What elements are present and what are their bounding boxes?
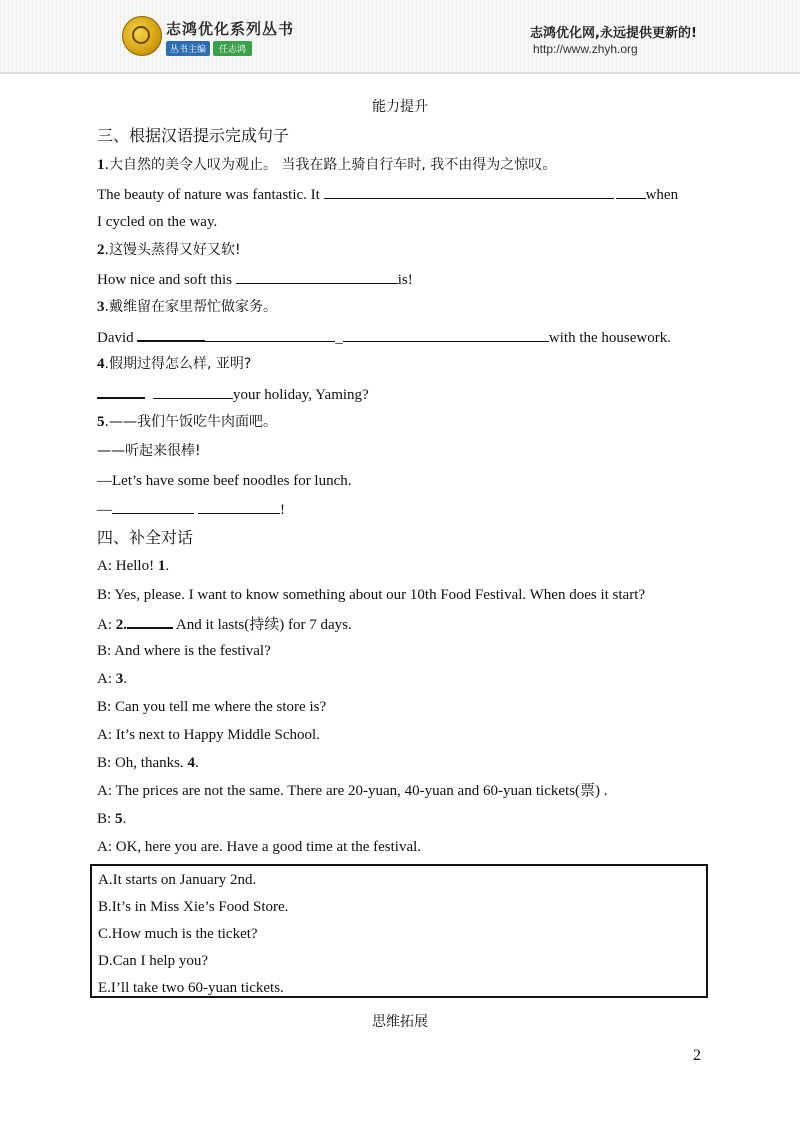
question-5-blank-1 — [112, 499, 194, 514]
option-d: D.Can I help you? — [98, 953, 208, 969]
page-header — [0, 0, 800, 72]
question-3-blank-2 — [205, 327, 335, 342]
dialogue-text: Can you tell me where the store is? — [114, 699, 327, 715]
dialogue-speaker: A: — [97, 839, 116, 855]
dialogue-line — [97, 697, 326, 717]
question-5-chinese — [97, 412, 277, 432]
dialogue-text-end: . — [122, 811, 127, 827]
brand-editor — [166, 41, 252, 56]
dialogue-text-end: . — [194, 755, 199, 771]
question-2-en-start: How nice and soft this — [97, 272, 236, 288]
question-1-blank — [324, 184, 614, 199]
question-3-en-sep: _ — [335, 330, 343, 346]
dialogue-speaker: A: — [97, 558, 116, 574]
question-5-number: 5 — [97, 414, 105, 430]
dialogue-blank-number: 4 — [187, 755, 195, 771]
question-4-cn-text: .假期过得怎么样, 亚明? — [104, 356, 252, 372]
dialogue-text: And where is the festival? — [114, 643, 271, 659]
dialogue-text: OK, here you are. Have a good time at the festival. — [115, 839, 422, 855]
question-4-en-end: your holiday, Yaming? — [233, 387, 369, 403]
question-5-en-dash: — — [97, 502, 112, 518]
question-3-cn-text: .戴维留在家里帮忙做家务。 — [104, 299, 277, 315]
dialogue-line — [97, 613, 352, 635]
dialogue-speaker: B: — [97, 755, 115, 771]
answer-options-box — [90, 864, 708, 998]
question-5-chinese-reply — [97, 441, 201, 461]
question-5-cn-reply-text: ——听起来很棒! — [97, 443, 201, 459]
dialogue-blank-number: 3 — [115, 671, 124, 687]
option-c: C.How much is the ticket? — [98, 926, 258, 942]
dialogue-line — [97, 753, 199, 773]
question-2-english — [97, 269, 413, 290]
question-2-number: 2 — [97, 242, 105, 258]
header-divider — [0, 72, 800, 74]
dialogue-text: Hello! — [115, 558, 158, 574]
question-1-chinese — [97, 155, 556, 175]
question-2-cn-text: .这馒头蒸得又好又软! — [104, 242, 241, 258]
question-3-number: 3 — [97, 299, 105, 315]
question-5-english-reply — [97, 499, 285, 520]
question-4-blank-2 — [153, 384, 233, 399]
question-1-number: 1 — [97, 157, 105, 173]
header-slogan: 志鸿优化网,永远提供更新的! — [530, 26, 697, 41]
dialogue-text: The prices are not the same. There are 20-yuan, 40-yuan and 60-yuan tickets(票) . — [115, 783, 608, 799]
question-1-en-when: when — [645, 187, 679, 203]
dialogue-line — [97, 809, 126, 829]
question-1-cn-text: .大自然的美令人叹为观止。 当我在路上骑自行车时, 我不由得为之惊叹。 — [104, 157, 557, 173]
dialogue-text-end: . — [165, 558, 170, 574]
dialogue-line — [97, 781, 608, 801]
dialogue-speaker: B: — [97, 587, 115, 603]
logo-emblem — [132, 26, 150, 44]
option-e: E.I’ll take two 60-yuan tickets. — [98, 980, 284, 996]
dialogue-line — [97, 641, 271, 661]
question-3-en-end: with the housework. — [548, 330, 671, 346]
question-4-english — [97, 383, 369, 405]
question-3-en-start: David — [97, 330, 138, 346]
dialogue-line — [97, 837, 421, 857]
dialogue-speaker: B: — [97, 699, 115, 715]
question-1-english — [97, 184, 678, 205]
page-number: 2 — [693, 1047, 701, 1064]
question-2-blank — [236, 269, 398, 284]
dialogue-blank-number: 2. — [115, 617, 127, 633]
dialogue-speaker: B: — [97, 811, 115, 827]
dialogue-line — [97, 556, 169, 576]
question-3-blank-3 — [343, 327, 549, 342]
dialogue-line — [97, 669, 127, 689]
brand-editor-label: 丛书主编 — [166, 41, 210, 56]
dialogue-text-end: . — [123, 671, 127, 687]
dialogue-line — [97, 585, 645, 605]
dialogue-line — [97, 725, 320, 745]
question-1-blank-2 — [616, 184, 646, 199]
question-3-english — [97, 326, 671, 348]
question-5-blank-2 — [198, 499, 280, 514]
brand-title: 志鸿优化系列丛书 — [166, 20, 295, 38]
dialogue-text-end: And it lasts(持续) for 7 days. — [173, 617, 352, 633]
dialogue-speaker: A: — [97, 671, 116, 687]
question-4-chinese — [97, 354, 251, 374]
dialogue-speaker: B: — [97, 643, 115, 659]
question-5-cn-text: .——我们午饭吃牛肉面吧。 — [104, 414, 277, 430]
series-logo-icon — [122, 16, 162, 56]
question-2-chinese — [97, 240, 241, 260]
dialogue-text: It’s next to Happy Middle School. — [115, 727, 320, 743]
question-3-chinese — [97, 297, 277, 317]
page-title: 能力提升 — [372, 99, 428, 115]
question-1-en-start: The beauty of nature was fantastic. It — [97, 187, 324, 203]
section4-heading: 四、补全对话 — [97, 528, 194, 547]
dialogue-blank-number: 1 — [157, 558, 166, 574]
question-5-en-end: ! — [280, 502, 285, 518]
question-4-blank-1 — [97, 383, 145, 399]
question-1-english-cont: I cycled on the way. — [97, 214, 218, 230]
question-4-number: 4 — [97, 356, 105, 372]
section3-heading: 三、根据汉语提示完成句子 — [97, 126, 290, 145]
dialogue-speaker: A: — [97, 783, 116, 799]
dialogue-blank — [127, 613, 173, 629]
dialogue-speaker: A: — [97, 727, 116, 743]
question-5-english: —Let’s have some beef noodles for lunch. — [97, 473, 352, 489]
dialogue-text: Yes, please. I want to know something about our 10th Food Festival. When does it start? — [114, 587, 646, 603]
dialogue-blank-number: 5 — [114, 811, 123, 827]
dialogue-speaker: A: — [97, 617, 116, 633]
option-b: B.It’s in Miss Xie’s Food Store. — [98, 899, 289, 915]
dialogue-text: Oh, thanks. — [114, 755, 188, 771]
brand-editor-name: 任志鸿 — [213, 41, 252, 56]
question-3-blank-1 — [137, 326, 205, 342]
question-2-en-end: is! — [397, 272, 413, 288]
header-url: http://www.zhyh.org — [533, 42, 638, 56]
footer-section-title: 思维拓展 — [372, 1014, 428, 1030]
option-a: A.It starts on January 2nd. — [98, 872, 257, 888]
